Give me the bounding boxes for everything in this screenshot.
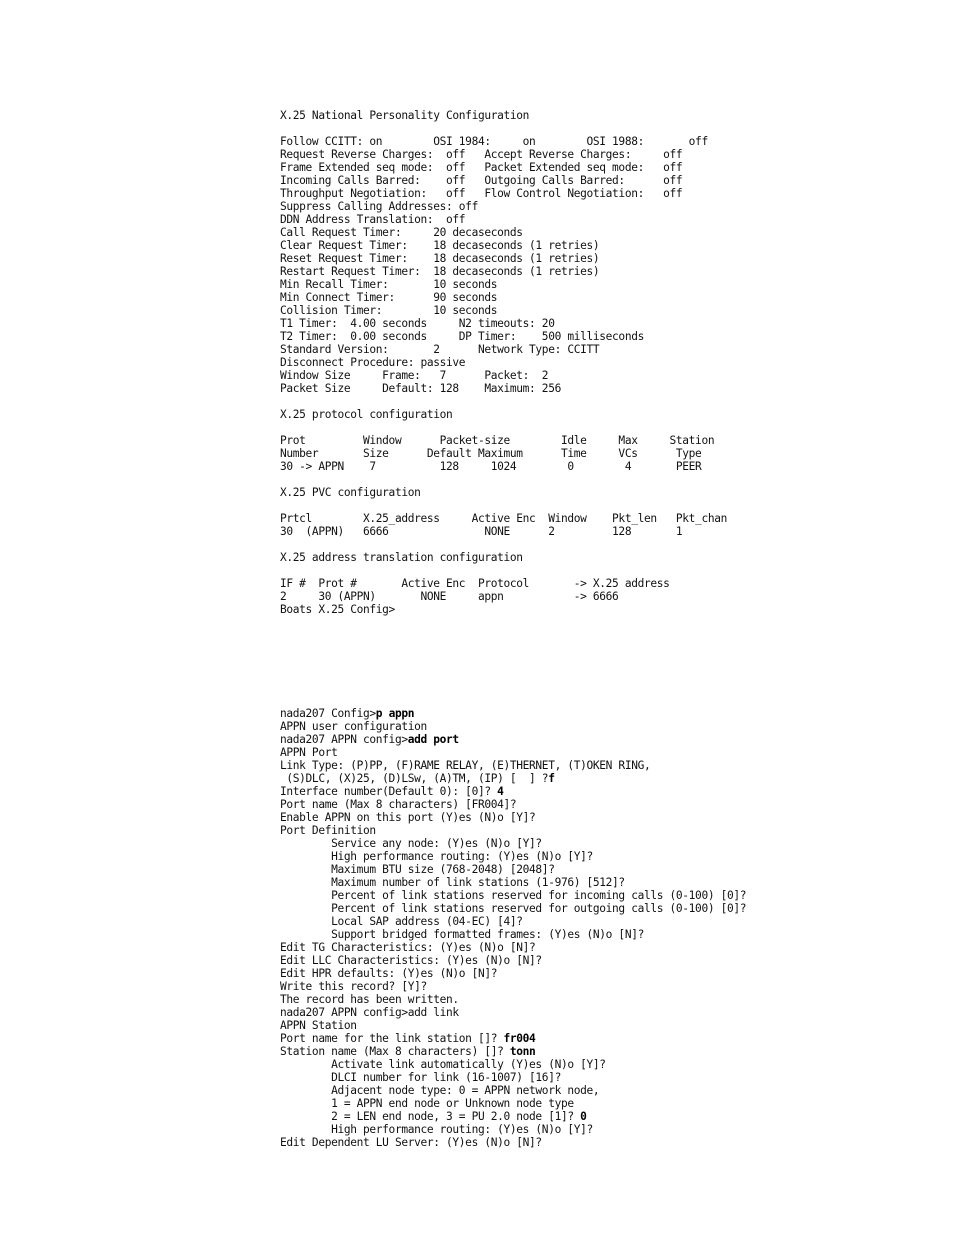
session-line: Port name (Max 8 characters) [FR004]? (280, 798, 517, 811)
listing-line: X.25 PVC configuration (280, 486, 421, 499)
session-line: Edit TG Characteristics: (Y)es (N)o [N]? (280, 941, 536, 954)
listing-line: T1 Timer: 4.00 seconds N2 timeouts: 20 (280, 317, 555, 330)
appn-config-session (280, 707, 746, 1149)
session-line: Write this record? [Y]? (280, 980, 427, 993)
session-line: Edit LLC Characteristics: (Y)es (N)o [N]? (280, 954, 542, 967)
listing-line: Clear Request Timer: 18 decaseconds (1 retries) (280, 239, 600, 252)
session-line: Link Type: (P)PP, (F)RAME RELAY, (E)THERNET, (T)OKEN RING, (280, 759, 651, 772)
listing-line: IF # Prot # Active Enc Protocol -> X.25 address (280, 577, 670, 590)
session-line: Interface number(Default 0): [0]? 4 (280, 785, 504, 798)
session-line: Adjacent node type: 0 = APPN network node, (280, 1084, 600, 1097)
listing-line: Throughput Negotiation: off Flow Control Negotiation: off (280, 187, 683, 200)
listing-line (280, 564, 727, 577)
listing-line: 30 -> APPN 7 128 1024 0 4 PEER (280, 460, 702, 473)
session-line: 1 = APPN end node or Unknown node type (280, 1097, 574, 1110)
session-line: nada207 Config>p appn (280, 707, 415, 720)
listing-line: Disconnect Procedure: passive (280, 356, 466, 369)
listing-line: Incoming Calls Barred: off Outgoing Calls Barred: off (280, 174, 683, 187)
listing-line: Window Size Frame: 7 Packet: 2 (280, 369, 549, 382)
listing-line: Call Request Timer: 20 decaseconds (280, 226, 523, 239)
listing-line: T2 Timer: 0.00 seconds DP Timer: 500 milliseconds (280, 330, 644, 343)
x25-config-listing (280, 109, 727, 616)
listing-line: Collision Timer: 10 seconds (280, 304, 498, 317)
session-line: Port name for the link station []? fr004 (280, 1032, 536, 1045)
listing-line: Frame Extended seq mode: off Packet Extended seq mode: off (280, 161, 683, 174)
session-line: (S)DLC, (X)25, (D)LSw, (A)TM, (IP) [ ] ?f (280, 772, 555, 785)
listing-line: Boats X.25 Config> (280, 603, 395, 616)
listing-line: Min Connect Timer: 90 seconds (280, 291, 498, 304)
session-line: Percent of link stations reserved for incoming calls (0-100) [0]? (280, 889, 747, 902)
listing-line: X.25 address translation configuration (280, 551, 523, 564)
listing-line: DDN Address Translation: off (280, 213, 466, 226)
session-line: Station name (Max 8 characters) []? tonn (280, 1045, 536, 1058)
listing-line: Number Size Default Maximum Time VCs Type (280, 447, 702, 460)
listing-line (280, 499, 727, 512)
listing-line: Standard Version: 2 Network Type: CCITT (280, 343, 600, 356)
session-line: High performance routing: (Y)es (N)o [Y]? (280, 850, 593, 863)
session-line: Local SAP address (04-EC) [4]? (280, 915, 523, 928)
session-line: APPN Port (280, 746, 338, 759)
listing-line (280, 473, 727, 486)
session-line: APPN user configuration (280, 720, 427, 733)
session-line: Activate link automatically (Y)es (N)o [Y]? (280, 1058, 606, 1071)
session-line: Service any node: (Y)es (N)o [Y]? (280, 837, 542, 850)
listing-line (280, 395, 727, 408)
listing-line: Prtcl X.25_address Active Enc Window Pkt_len Pkt_chan (280, 512, 727, 525)
session-line: High performance routing: (Y)es (N)o [Y]? (280, 1123, 593, 1136)
listing-line: Packet Size Default: 128 Maximum: 256 (280, 382, 561, 395)
listing-line: Prot Window Packet-size Idle Max Station (280, 434, 715, 447)
listing-line: Suppress Calling Addresses: off (280, 200, 478, 213)
session-line: Edit Dependent LU Server: (Y)es (N)o [N]? (280, 1136, 542, 1149)
session-line: APPN Station (280, 1019, 357, 1032)
session-line: Maximum BTU size (768-2048) [2048]? (280, 863, 555, 876)
listing-line: Min Recall Timer: 10 seconds (280, 278, 498, 291)
listing-line: Follow CCITT: on OSI 1984: on OSI 1988: off (280, 135, 708, 148)
listing-line: 2 30 (APPN) NONE appn -> 6666 (280, 590, 619, 603)
session-line: Port Definition (280, 824, 376, 837)
session-line: DLCI number for link (16-1007) [16]? (280, 1071, 561, 1084)
session-line: The record has been written. (280, 993, 459, 1006)
session-line: Percent of link stations reserved for outgoing calls (0-100) [0]? (280, 902, 747, 915)
session-line: Edit HPR defaults: (Y)es (N)o [N]? (280, 967, 498, 980)
listing-line: Reset Request Timer: 18 decaseconds (1 retries) (280, 252, 600, 265)
session-line: Support bridged formatted frames: (Y)es (N)o [N]? (280, 928, 644, 941)
listing-line: X.25 protocol configuration (280, 408, 453, 421)
session-line: 2 = LEN end node, 3 = PU 2.0 node [1]? 0 (280, 1110, 587, 1123)
session-line: nada207 APPN config>add link (280, 1006, 459, 1019)
listing-line (280, 421, 727, 434)
session-line: nada207 APPN config>add port (280, 733, 459, 746)
listing-line: X.25 National Personality Configuration (280, 109, 530, 122)
listing-line: 30 (APPN) 6666 NONE 2 128 1 (280, 525, 683, 538)
listing-line: Restart Request Timer: 18 decaseconds (1 retries) (280, 265, 600, 278)
listing-line (280, 122, 727, 135)
session-line: Enable APPN on this port (Y)es (N)o [Y]? (280, 811, 536, 824)
session-line: Maximum number of link stations (1-976) [512]? (280, 876, 625, 889)
listing-line (280, 538, 727, 551)
listing-line: Request Reverse Charges: off Accept Reverse Charges: off (280, 148, 683, 161)
